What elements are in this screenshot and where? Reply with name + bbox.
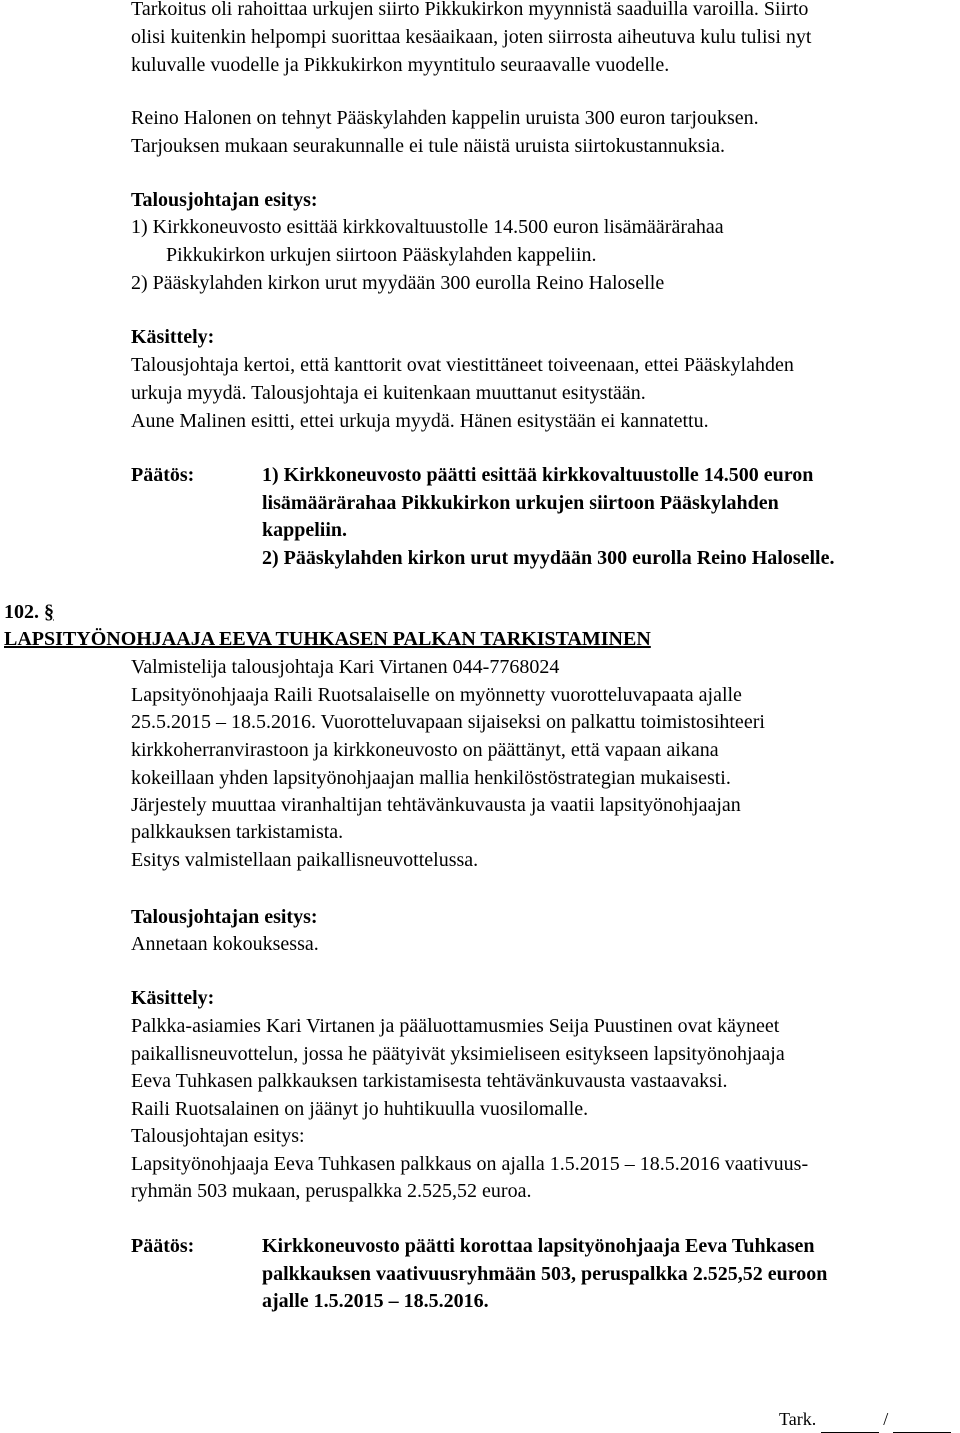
footer-blank-1[interactable] xyxy=(821,1406,879,1433)
handling-line-2: urkuja myydä. Talousjohtaja ei kuitenkaan muuttanut esitystään. xyxy=(131,382,646,404)
proposal-label: Talousjohtajan esitys: xyxy=(131,189,318,211)
body-line-6: palkkauksen tarkistamista. xyxy=(131,821,344,843)
decision-line-4: 2) Pääskylahden kirkon urut myydään 300 eurolla Reino Haloselle. xyxy=(262,547,835,569)
decision2-line-2: palkkauksen vaativuusryhmään 503, peruspalkka 2.525,52 euroon xyxy=(262,1263,828,1285)
footer-check xyxy=(779,1406,951,1433)
proposal-item-1-line-2: Pikkukirkon urkujen siirtoon Pääskylahden kappeliin. xyxy=(166,244,597,266)
decision2-line-1: Kirkkoneuvosto päätti korottaa lapsityönohjaaja Eeva Tuhkasen xyxy=(262,1235,815,1257)
footer-separator: / xyxy=(883,1409,889,1429)
handling2-line-3: Eeva Tuhkasen palkkauksen tarkistamisesta tehtävänkuvausta vastaavaksi. xyxy=(131,1070,728,1092)
handling-line-3: Aune Malinen esitti, ettei urkuja myydä. Hänen esitystään ei kannatettu. xyxy=(131,410,709,432)
handling2-label: Käsittely: xyxy=(131,987,215,1009)
intro-line-3: kuluvalle vuodelle ja Pikkukirkon myyntitulo seuraavalle vuodelle. xyxy=(131,54,670,76)
handling2-line-7: ryhmän 503 mukaan, peruspalkka 2.525,52 euroa. xyxy=(131,1180,532,1202)
handling2-line-2: paikallisneuvottelun, jossa he päätyivät yksimieliseen esitykseen lapsityönohjaaja xyxy=(131,1043,785,1065)
body-line-3: kirkkoherranvirastoon ja kirkkoneuvosto on päättänyt, että vapaan aikana xyxy=(131,739,719,761)
section-title: LAPSITYÖNOHJAAJA EEVA TUHKASEN PALKAN TARKISTAMINEN xyxy=(4,628,651,650)
decision-line-3: kappeliin. xyxy=(262,519,348,541)
intro-line-2: olisi kuitenkin helpompi suorittaa kesäaikaan, joten siirrosta aiheutuva kulu tulisi nyt xyxy=(131,26,812,48)
handling-label: Käsittely: xyxy=(131,326,215,348)
section-number-text: 102. xyxy=(4,601,39,623)
body-line-4: kokeillaan yhden lapsityönohjaajan mallia henkilöstöstrategian mukaisesti. xyxy=(131,767,731,789)
handling2-line-1: Palkka-asiamies Kari Virtanen ja pääluottamusmies Seija Puustinen ovat käyneet xyxy=(131,1015,780,1037)
handling2-line-6: Lapsityönohjaaja Eeva Tuhkasen palkkaus on ajalla 1.5.2015 – 18.5.2016 vaativuus- xyxy=(131,1153,809,1175)
decision2-line-3: ajalle 1.5.2015 – 18.5.2016. xyxy=(262,1290,489,1312)
decision-label: Päätös: xyxy=(131,464,195,486)
section-sign: § xyxy=(44,601,54,623)
proposal-item-2: 2) Pääskylahden kirkon urut myydään 300 eurolla Reino Haloselle xyxy=(131,272,665,294)
footer-label: Tark. xyxy=(779,1409,817,1429)
handling2-line-4: Raili Ruotsalainen on jäänyt jo huhtikuulla vuosilomalle. xyxy=(131,1098,589,1120)
proposal2-label: Talousjohtajan esitys: xyxy=(131,906,318,928)
preparer: Valmistelija talousjohtaja Kari Virtanen 044-7768024 xyxy=(131,656,560,678)
section-number xyxy=(4,599,54,625)
handling2-line-5: Talousjohtajan esitys: xyxy=(131,1125,305,1147)
offer-line-2: Tarjouksen mukaan seurakunnalle ei tule näistä uruista siirtokustannuksia. xyxy=(131,135,726,157)
decision-line-1: 1) Kirkkoneuvosto päätti esittää kirkkovaltuustolle 14.500 euron xyxy=(262,464,814,486)
decision-line-2: lisämäärärahaa Pikkukirkon urkujen siirtoon Pääskylahden xyxy=(262,492,779,514)
offer-line-1: Reino Halonen on tehnyt Pääskylahden kappelin uruista 300 euron tarjouksen. xyxy=(131,107,759,129)
body-line-7: Esitys valmistellaan paikallisneuvottelussa. xyxy=(131,849,479,871)
body-line-1: Lapsityönohjaaja Raili Ruotsalaiselle on myönnetty vuorotteluvapaata ajalle xyxy=(131,684,742,706)
body-line-5: Järjestely muuttaa viranhaltijan tehtävänkuvausta ja vaatii lapsityönohjaajan xyxy=(131,794,741,816)
footer-blank-2[interactable] xyxy=(893,1406,951,1433)
body-line-2: 25.5.2015 – 18.5.2016. Vuorotteluvapaan sijaiseksi on palkattu toimistosihteeri xyxy=(131,711,765,733)
proposal-item-1-line-1: 1) Kirkkoneuvosto esittää kirkkovaltuustolle 14.500 euron lisämäärärahaa xyxy=(131,216,724,238)
proposal2-text: Annetaan kokouksessa. xyxy=(131,933,319,955)
handling-line-1: Talousjohtaja kertoi, että kanttorit ovat viestittäneet toiveenaan, ettei Pääskylahden xyxy=(131,354,794,376)
decision2-label: Päätös: xyxy=(131,1235,195,1257)
intro-line-1: Tarkoitus oli rahoittaa urkujen siirto Pikkukirkon myynnistä saaduilla varoilla. Siirto xyxy=(131,0,809,20)
